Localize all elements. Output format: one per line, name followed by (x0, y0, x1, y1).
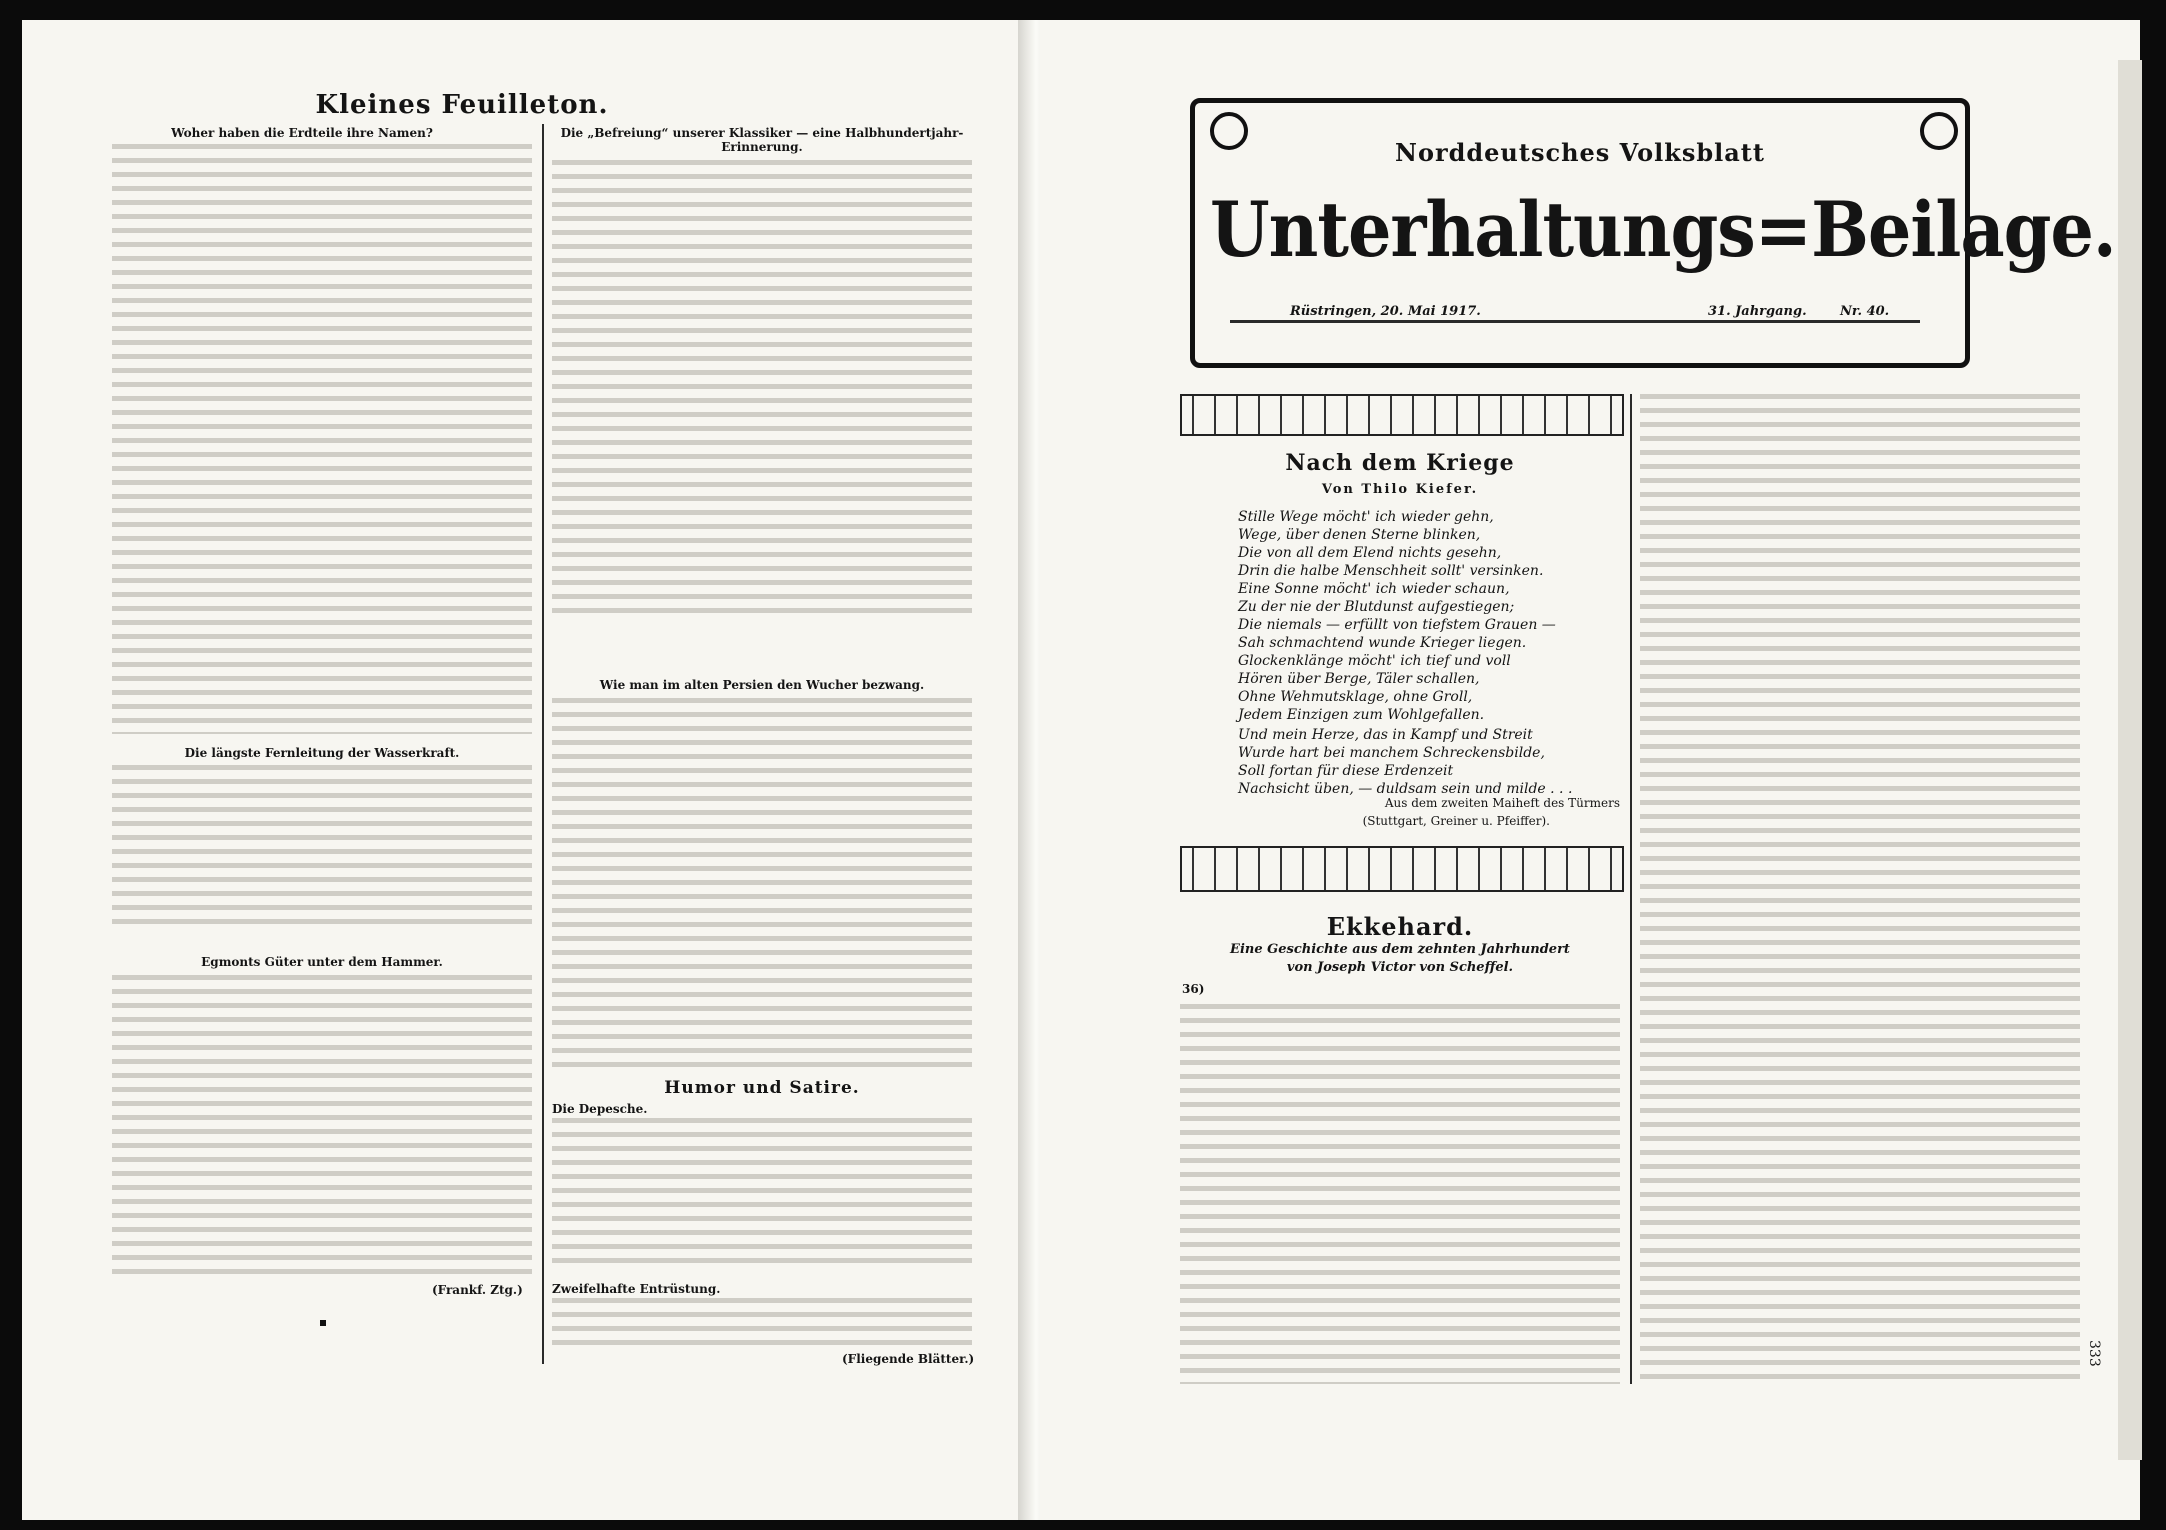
poem-author: Von Thilo Kiefer. (1321, 482, 1479, 497)
poem-line: Eine Sonne möcht' ich wieder schaun, (1238, 581, 1510, 597)
article-text-erdteile (112, 144, 532, 734)
margin-number: 333 (2086, 1340, 2102, 1367)
article-text-fernleitung (112, 765, 532, 930)
poem-stanza-2 (1238, 580, 1618, 652)
poem-line: Wurde hart bei manchem Schreckensbilde, (1238, 745, 1545, 761)
column-divider (542, 124, 544, 1364)
left-page (22, 20, 1034, 1520)
masthead-place-date: Rüstringen, 20. Mai 1917. (1290, 304, 1481, 319)
article-heading-erdteile: Woher haben die Erdteile ihre Namen? (171, 126, 433, 140)
poem-line: Sah schmachtend wunde Krieger liegen. (1238, 635, 1527, 651)
poem-line: Glockenklänge möcht' ich tief und voll (1238, 653, 1511, 669)
article-heading-fernleitung: Die längste Fernleitung der Wasserkraft. (184, 746, 460, 760)
ornament-band-middle (1180, 846, 1624, 892)
poem-line: Hören über Berge, Täler schallen, (1238, 671, 1480, 687)
story-installment-number: 36) (1182, 982, 1205, 996)
story-text-column-2 (1640, 394, 2080, 1384)
feuilleton-title: Kleines Feuilleton. (315, 90, 609, 120)
story-subtitle-2: von Joseph Victor von Scheffel. (1286, 960, 1514, 975)
article-text-egmont (112, 975, 532, 1275)
poem-source-line-1: Aus dem zweiten Maiheft des Türmers (1384, 796, 1620, 810)
poem-line: Nachsicht üben, — duldsam sein und milde . . . (1238, 781, 1573, 797)
poem-line: Drin die halbe Menschheit sollt' versinken. (1238, 563, 1544, 579)
poem-source-line-2: (Stuttgart, Greiner u. Pfeiffer). (1362, 814, 1550, 828)
story-subtitle-1: Eine Geschichte aus dem zehnten Jahrhundert (1230, 942, 1570, 957)
masthead-ornament-left (1210, 112, 1248, 150)
masthead-volume: 31. Jahrgang. (1708, 304, 1807, 319)
page-edge (2118, 60, 2142, 1460)
poem-line: Soll fortan für diese Erdenzeit (1238, 763, 1454, 779)
article-heading-entruestung: Zweifelhafte Entrüstung. (552, 1282, 721, 1296)
poem-line: Stille Wege möcht' ich wieder gehn, (1238, 509, 1494, 525)
article-heading-wucher: Wie man im alten Persien den Wucher bezwang. (599, 678, 925, 692)
masthead-title: Unterhaltungs=Beilage. (1210, 185, 2116, 274)
story-title: Ekkehard. (1326, 912, 1474, 941)
poem-line: Jedem Einzigen zum Wohlgefallen. (1238, 707, 1485, 723)
article-source-egmont: (Frankf. Ztg.) (432, 1283, 523, 1297)
poem-line: Ohne Wehmutsklage, ohne Groll, (1238, 689, 1473, 705)
article-text-befreiung (552, 160, 972, 620)
poem-line: Zu der nie der Blutdunst aufgestiegen; (1238, 599, 1515, 615)
article-heading-egmont: Egmonts Güter unter dem Hammer. (201, 955, 443, 969)
article-text-entruestung (552, 1298, 972, 1348)
story-text-column-1 (1180, 1004, 1620, 1384)
poem-line: Und mein Herze, das in Kampf und Streit (1238, 727, 1533, 743)
column-divider-right (1630, 394, 1632, 1384)
article-text-wucher (552, 698, 972, 1068)
ornament-band-top (1180, 394, 1624, 436)
masthead-subtitle: Norddeutsches Volksblatt (1395, 138, 1765, 167)
article-heading-befreiung: Die „Befreiung“ unserer Klassiker — eine Halbhundertjahr-Erinnerung. (560, 126, 964, 154)
section-heading-humor: Humor und Satire. (664, 1078, 860, 1098)
article-heading-depesche: Die Depesche. (552, 1102, 648, 1116)
poem-stanza-1 (1238, 508, 1618, 580)
masthead-number: Nr. 40. (1840, 304, 1890, 319)
poem-title: Nach dem Kriege (1285, 450, 1515, 476)
article-source-entruestung: (Fliegende Blätter.) (842, 1352, 975, 1366)
poem-stanza-4 (1238, 726, 1618, 798)
poem-stanza-3 (1238, 652, 1618, 724)
article-text-depesche (552, 1118, 972, 1268)
masthead-ornament-right (1920, 112, 1958, 150)
masthead-rule (1230, 320, 1920, 323)
poem-line: Wege, über denen Sterne blinken, (1238, 527, 1481, 543)
poem-line: Die von all dem Elend nichts gesehn, (1238, 545, 1502, 561)
column-end-mark (320, 1320, 326, 1326)
poem-line: Die niemals — erfüllt von tiefstem Grauen — (1238, 617, 1556, 633)
right-page (1040, 20, 2140, 1520)
